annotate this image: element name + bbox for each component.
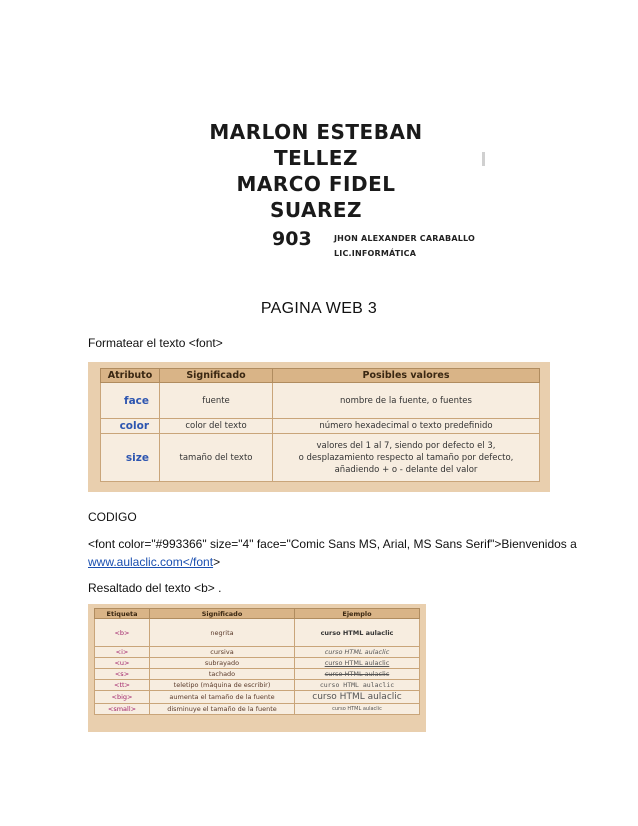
table1-header-attr: Atributo	[101, 369, 160, 383]
table1-attr: color	[101, 419, 160, 434]
table1-attr: face	[101, 383, 160, 419]
table2-tag: <big>	[95, 691, 150, 704]
table-row	[95, 691, 420, 704]
table2-header-tag: Etiqueta	[95, 609, 150, 619]
table-row	[101, 434, 540, 482]
table1-values: número hexadecimal o texto predefinido	[273, 419, 540, 434]
table1-values-line: añadiendo + o - delante del valor	[334, 464, 478, 475]
table2-tag: <u>	[95, 658, 150, 669]
code-line: <font color="#993366" size="4" face="Comic Sans MS, Arial, MS Sans Serif">Bienvenidos a	[88, 537, 577, 551]
table2-header-example: Ejemplo	[295, 609, 420, 619]
table1-values: nombre de la fuente, o fuentes	[273, 383, 540, 419]
header-author: JHON ALEXANDER CARABALLO	[334, 234, 476, 243]
table2-meaning: aumenta el tamaño de la fuente	[150, 691, 295, 704]
table2-tag: <b>	[95, 619, 150, 647]
header-subject: LIC.INFORMÁTICA	[334, 249, 417, 258]
table2-example: curso HTML aulaclic	[295, 619, 420, 647]
table1-values-line: valores del 1 al 7, siendo por defecto el 3,	[316, 440, 496, 451]
header-decoration-mark	[482, 152, 485, 166]
table2-example: curso HTML aulaclic	[295, 647, 420, 658]
header-title-line-2: TELLEZ	[274, 146, 358, 170]
table2-example: curso HTML aulaclic	[295, 704, 420, 715]
header-title-line-3: MARCO FIDEL	[236, 172, 396, 196]
table1-meaning: tamaño del texto	[160, 434, 273, 482]
table2-tag: <i>	[95, 647, 150, 658]
header-group-number: 903	[272, 228, 312, 250]
table2-example: curso HTML aulaclic	[295, 691, 420, 704]
table1-values	[273, 434, 540, 482]
font-attributes-table	[100, 368, 540, 482]
table2-meaning: tachado	[150, 669, 295, 680]
table2-example: curso HTML aulaclic	[295, 680, 420, 691]
table2-tag: <small>	[95, 704, 150, 715]
header-title-line-1: MARLON ESTEBAN	[209, 120, 423, 144]
table-row	[95, 680, 420, 691]
table-row	[95, 619, 420, 647]
table2-example: curso HTML aulaclic	[295, 658, 420, 669]
code-heading: CODIGO	[88, 510, 137, 524]
table-row	[95, 647, 420, 658]
page-title: PAGINA WEB 3	[260, 300, 378, 317]
code-end: >	[213, 555, 221, 569]
table2-meaning: teletipo (máquina de escribir)	[150, 680, 295, 691]
table-row	[95, 669, 420, 680]
table-row	[95, 704, 420, 715]
font-attributes-table-image	[88, 362, 550, 492]
table2-header-meaning: Significado	[150, 609, 295, 619]
table2-tag: <tt>	[95, 680, 150, 691]
emphasis-table	[94, 608, 420, 715]
table1-values-line: o desplazamiento respecto al tamaño por defecto,	[298, 452, 514, 463]
code-line-2	[88, 555, 220, 570]
table1-header-values: Posibles valores	[273, 369, 540, 383]
section-bold-heading: Resaltado del texto <b> .	[88, 581, 222, 595]
table1-meaning: color del texto	[160, 419, 273, 434]
table1-header-meaning: Significado	[160, 369, 273, 383]
table2-meaning: cursiva	[150, 647, 295, 658]
table2-example: curso HTML aulaclic	[295, 669, 420, 680]
section-font-heading: Formatear el texto <font>	[88, 336, 223, 350]
table2-tag: <s>	[95, 669, 150, 680]
emphasis-table-image	[88, 604, 426, 732]
table2-meaning: subrayado	[150, 658, 295, 669]
table2-meaning: negrita	[150, 619, 295, 647]
table1-meaning: fuente	[160, 383, 273, 419]
table-row	[101, 419, 540, 434]
code-link[interactable]: www.aulaclic.com</font	[88, 555, 214, 569]
table-row	[101, 383, 540, 419]
table-row	[95, 658, 420, 669]
header-title-line-4: SUAREZ	[269, 198, 363, 222]
table1-attr: size	[101, 434, 160, 482]
table2-meaning: disminuye el tamaño de la fuente	[150, 704, 295, 715]
